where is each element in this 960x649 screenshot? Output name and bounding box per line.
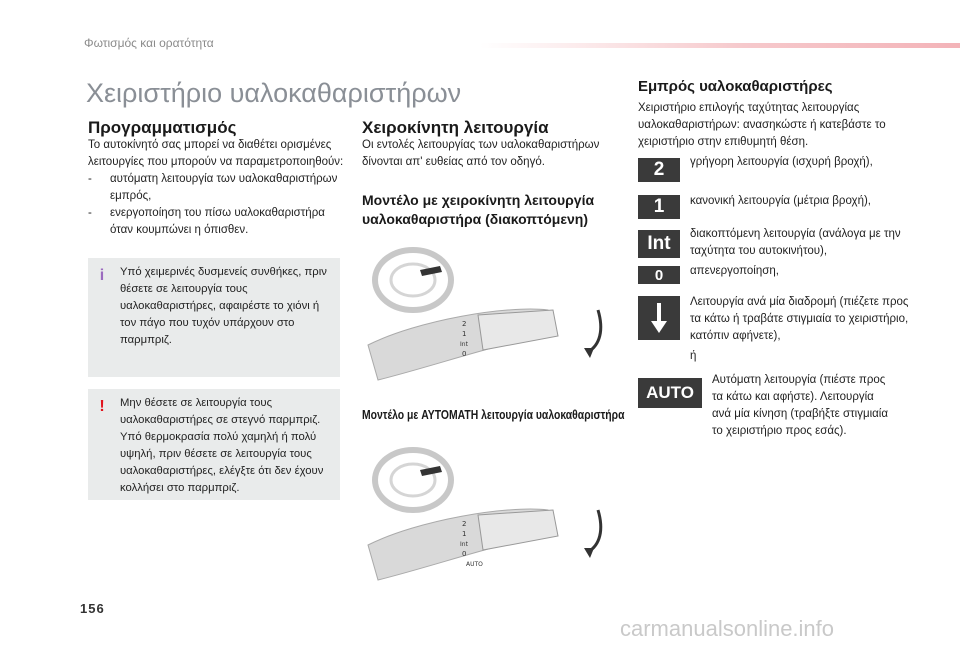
warning-note [88, 389, 340, 500]
front-intro: Χειριστήριο επιλογής ταχύτητας λειτουργίας υαλοκαθαριστήρων: ανασηκώστε ή κατεβάστε το χειριστήριο στην επιθυμητή θέση. [638, 102, 886, 148]
mode-text-auto: Αυτόματη λειτουργία (πιέστε προς τα κάτω και αφήστε). Λειτουργία ανά μία κίνηση (τραβήξτε στιγμιαία το χειριστήριο προς εσάς). [712, 374, 888, 437]
mode-badge-1: 1 [638, 195, 680, 219]
mode-text-single: Λειτουργία ανά μία διαδρομή (πιέζετε προς τα κάτω ή τραβάτε στιγμιαία το χειριστήριο, κατόπιν αφήνετε), [690, 296, 909, 342]
manual-text: Οι εντολές λειτουργίας των υαλοκαθαριστήρων δίνονται απ' ευθείας από τον οδηγό. [362, 139, 600, 168]
section-header: Φωτισμός και ορατότητα [84, 36, 214, 50]
programming-intro: Το αυτοκίνητό σας μπορεί να διαθέτει ορισμένες λειτουργίες που μπορούν να παραμετροποιηθούν: [88, 139, 344, 168]
mode-badge-0: 0 [638, 266, 680, 284]
diagram-position-1: 1 [462, 530, 467, 538]
diagram-auto-label: AUTO [466, 561, 483, 568]
diagram-position-int: Int [460, 541, 468, 548]
front-title: Εμπρός υαλοκαθαριστήρες [638, 78, 833, 95]
page-title: Χειριστήριο υαλοκαθαριστήρων [86, 78, 462, 108]
mode-badge-2: 2 [638, 158, 680, 182]
info-note-text: Υπό χειμερινές δυσμενείς συνθήκες, πριν θέσετε σε λειτουργία τους υαλοκαθαριστήρες, αφαιρέστε το χιόνι ή τον πάγο που τυχόν υπάρχουν στο παρμπριζ. [120, 266, 327, 346]
diagram-position-2: 2 [462, 320, 467, 328]
page-number: 156 [80, 601, 105, 616]
wiper-stalk-diagram-manual [358, 240, 608, 390]
mode-text-0: απενεργοποίηση, [690, 265, 779, 277]
diagram-position-2: 2 [462, 520, 467, 528]
mode-badge-auto: AUTO [638, 378, 702, 408]
mode-badge-int: Int [638, 230, 680, 258]
warning-note-text: Μην θέσετε σε λειτουργία τους υαλοκαθαριστήρες σε στεγνό παρμπριζ. Υπό θερμοκρασία πολύ χαμηλή ή πολύ υψηλή, πριν θέσετε σε λειτουργία τους υαλοκαθαριστήρες, ελέγξτε ότι δεν έχουν κολλήσει στο παρμπριζ. [120, 397, 324, 494]
mode-text-1: κανονική λειτουργία (μέτρια βροχή), [690, 195, 872, 207]
list-item: - αυτόματη λειτουργία των υαλοκαθαριστήρων εμπρός, [88, 171, 343, 205]
diagram-position-0: 0 [462, 350, 467, 358]
list-item: - ενεργοποίηση του πίσω υαλοκαθαριστήρα όταν κουμπώνει η όπισθεν. [88, 205, 343, 239]
programming-title: Προγραμματισμός [88, 118, 237, 137]
model-manual-title: Μοντέλο με χειροκίνητη λειτουργία υαλοκαθαριστήρα (διακοπτόμενη) [362, 192, 595, 227]
mode-text-2: γρήγορη λειτουργία (ισχυρή βροχή), [690, 156, 873, 168]
diagram-position-0: 0 [462, 550, 467, 558]
warning-icon: ! [99, 398, 105, 415]
header-accent-bar [480, 43, 960, 48]
or-text: ή [690, 350, 697, 362]
diagram-position-int: Int [460, 341, 468, 348]
info-icon: i [99, 267, 105, 284]
diagram-position-1: 1 [462, 330, 467, 338]
manual-title: Χειροκίνητη λειτουργία [362, 118, 549, 137]
info-note [88, 258, 340, 377]
model-auto-title: Μοντέλο με AYTOMATH λειτουργία υαλοκαθαριστήρα [362, 407, 625, 422]
mode-text-int: διακοπτόμενη λειτουργία (ανάλογα με την ταχύτητα του αυτοκινήτου), [690, 228, 901, 257]
arrow-down-icon [638, 296, 680, 340]
programming-list [88, 171, 343, 239]
wiper-stalk-diagram-auto [358, 440, 608, 590]
watermark: carmanualsonline.info [620, 616, 835, 641]
